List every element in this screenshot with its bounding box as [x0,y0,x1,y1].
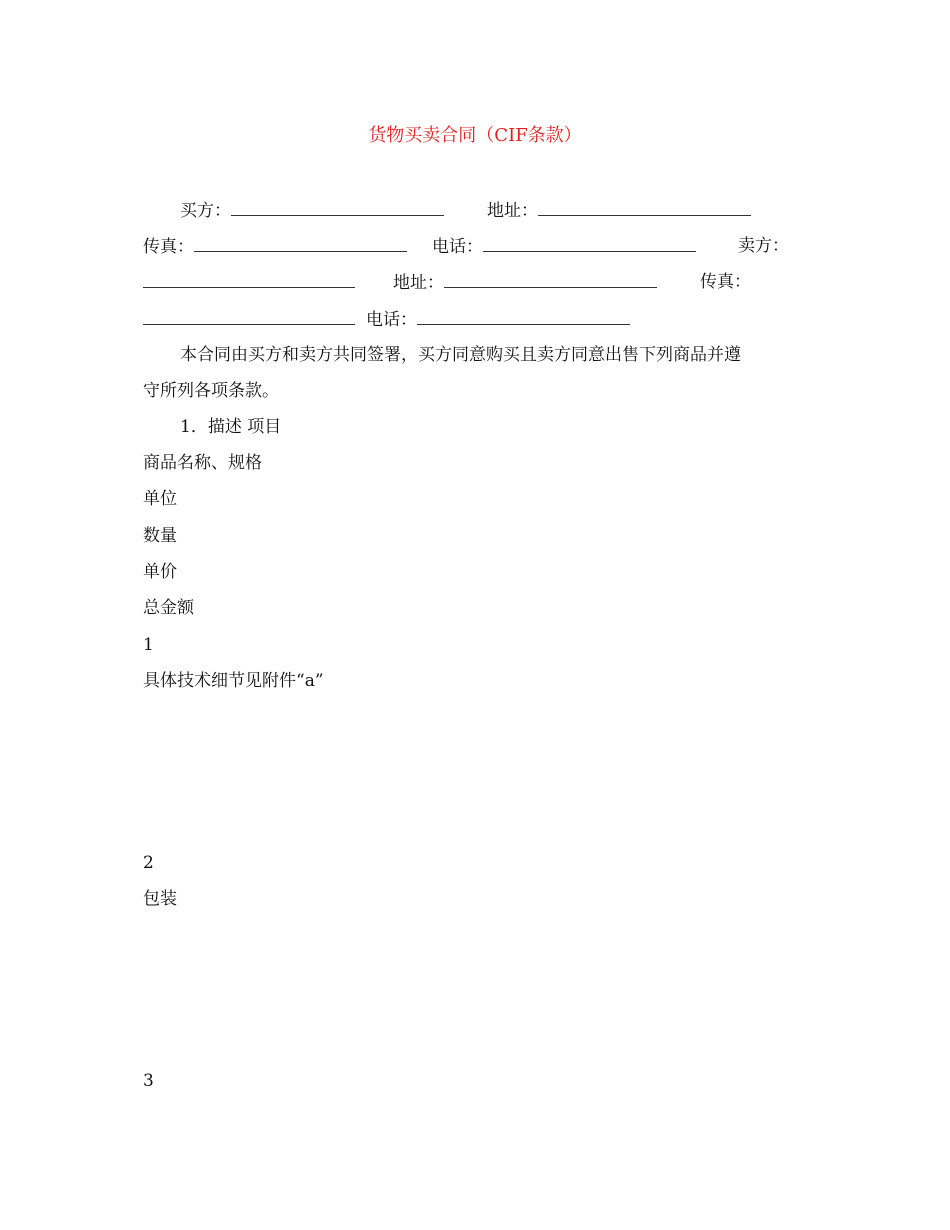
buyer-phone-field [432,234,696,259]
seller-fax-field [700,270,751,294]
intro-line-2: 守所列各项条款。 [143,381,279,401]
seller-phone-blank[interactable] [417,307,630,325]
seller-fax-blank[interactable] [143,307,355,325]
buyer-blank[interactable] [231,198,444,216]
seller-blank[interactable] [143,270,355,288]
row-content: 包装 [143,889,177,909]
column-unit-price: 单价 [143,562,177,582]
column-name-spec: 商品名称、规格 [143,453,262,473]
column-quantity: 数量 [143,526,177,546]
buyer-fax-field [143,234,407,259]
column-unit: 单位 [143,489,177,509]
seller-phone-field [366,307,630,332]
buyer-address-label: 地址： [487,201,538,221]
seller-address-blank[interactable] [444,270,657,288]
buyer-address-blank[interactable] [538,198,751,216]
seller-address-label: 地址： [393,273,444,293]
seller-address-field [393,270,657,295]
buyer-fax-label: 传真： [143,237,194,257]
section-1-heading: 1．描述 项目 [180,417,282,437]
buyer-fax-blank[interactable] [194,234,407,252]
row-number: 3 [143,1071,154,1091]
row-number: 2 [143,853,154,873]
seller-label: 卖方： [738,236,789,256]
seller-phone-label: 电话： [366,310,417,330]
buyer-phone-label: 电话： [432,237,483,257]
row-content: 具体技术细节见附件“a” [143,671,324,691]
seller-fax-blank-field [143,307,355,332]
seller-fax-label: 传真： [700,272,751,292]
seller-blank-field [143,270,355,295]
buyer-phone-blank[interactable] [483,234,696,252]
buyer-label: 买方： [180,201,231,221]
buyer-field [180,198,444,223]
buyer-address-field [487,198,751,223]
intro-line-1: 本合同由买方和卖方共同签署，买方同意购买且卖方同意出售下列商品并遵 [180,345,741,365]
row-number: 1 [143,635,154,655]
seller-field [738,234,789,258]
column-total-amount: 总金额 [143,598,194,618]
document-title: 货物买卖合同（CIF条款） [368,125,582,146]
